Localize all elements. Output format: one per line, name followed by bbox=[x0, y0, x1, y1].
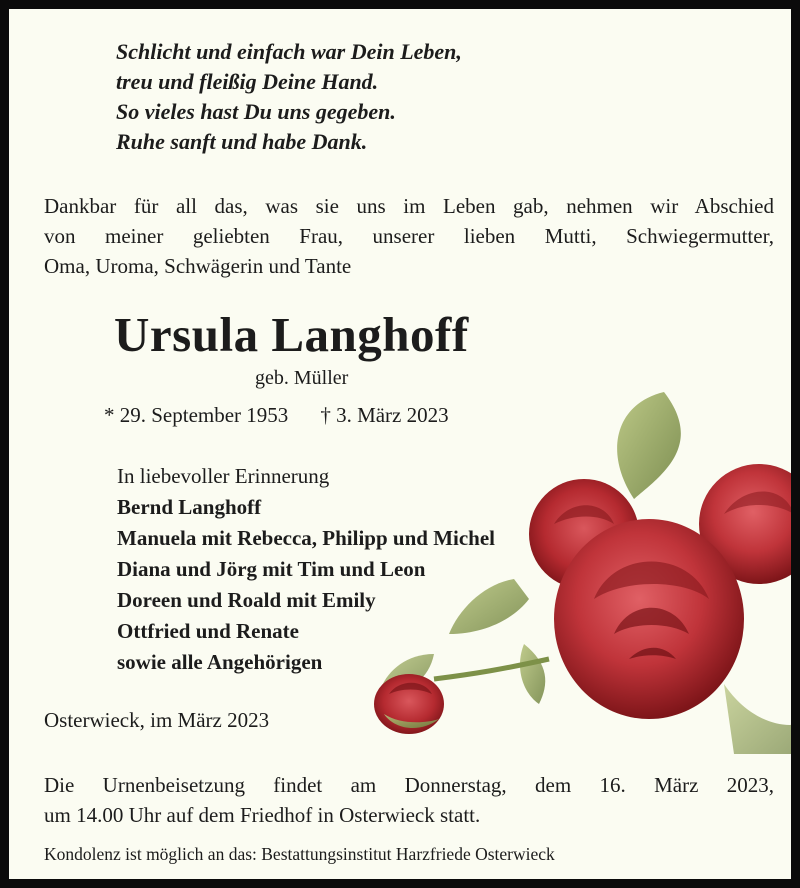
intro-line: Dankbar für all das, was sie uns im Leben gab, nehmen wir Abschied bbox=[44, 194, 774, 218]
intro-line: von meiner geliebten Frau, unserer lieben Mutti, Schwiegermutter, bbox=[44, 224, 774, 248]
mourner-name: Diana und Jörg mit Tim und Leon bbox=[117, 557, 426, 581]
birth-date: * 29. September 1953 bbox=[104, 403, 289, 427]
poem-line: Schlicht und einfach war Dein Leben, bbox=[116, 39, 462, 64]
death-date: † 3. März 2023 bbox=[320, 403, 449, 427]
burial-info bbox=[44, 770, 774, 830]
place-date: Osterwieck, im März 2023 bbox=[44, 708, 270, 732]
condolence-note: Kondolenz ist möglich an das: Bestattungsinstitut Harzfriede Osterwieck bbox=[44, 844, 555, 864]
intro-line: Oma, Uroma, Schwägerin und Tante bbox=[44, 254, 352, 278]
leaf bbox=[520, 644, 545, 704]
poem bbox=[116, 37, 462, 157]
leaf bbox=[617, 392, 681, 499]
mourner-name: Ottfried und Renate bbox=[117, 619, 299, 643]
leaf bbox=[724, 684, 800, 754]
mourners-list bbox=[117, 461, 495, 678]
mourner-name: Doreen und Roald mit Emily bbox=[117, 588, 376, 612]
intro-text bbox=[44, 191, 774, 281]
poem-line: So vieles hast Du uns gegeben. bbox=[116, 99, 396, 124]
deceased-name: Ursula Langhoff bbox=[114, 307, 469, 362]
mourners-heading: In liebevoller Erinnerung bbox=[117, 464, 330, 488]
poem-line: Ruhe sanft und habe Dank. bbox=[116, 129, 368, 154]
maiden-name: geb. Müller bbox=[255, 367, 349, 389]
burial-line: Die Urnenbeisetzung findet am Donnerstag, dem 16. März 2023, bbox=[44, 773, 774, 797]
mourner-name: Bernd Langhoff bbox=[117, 495, 262, 519]
mourner-name: Manuela mit Rebecca, Philipp und Michel bbox=[117, 526, 495, 550]
poem-line: treu und fleißig Deine Hand. bbox=[116, 69, 379, 94]
mourner-name: sowie alle Angehörigen bbox=[117, 650, 323, 674]
burial-line: um 14.00 Uhr auf dem Friedhof in Osterwieck statt. bbox=[44, 803, 481, 827]
